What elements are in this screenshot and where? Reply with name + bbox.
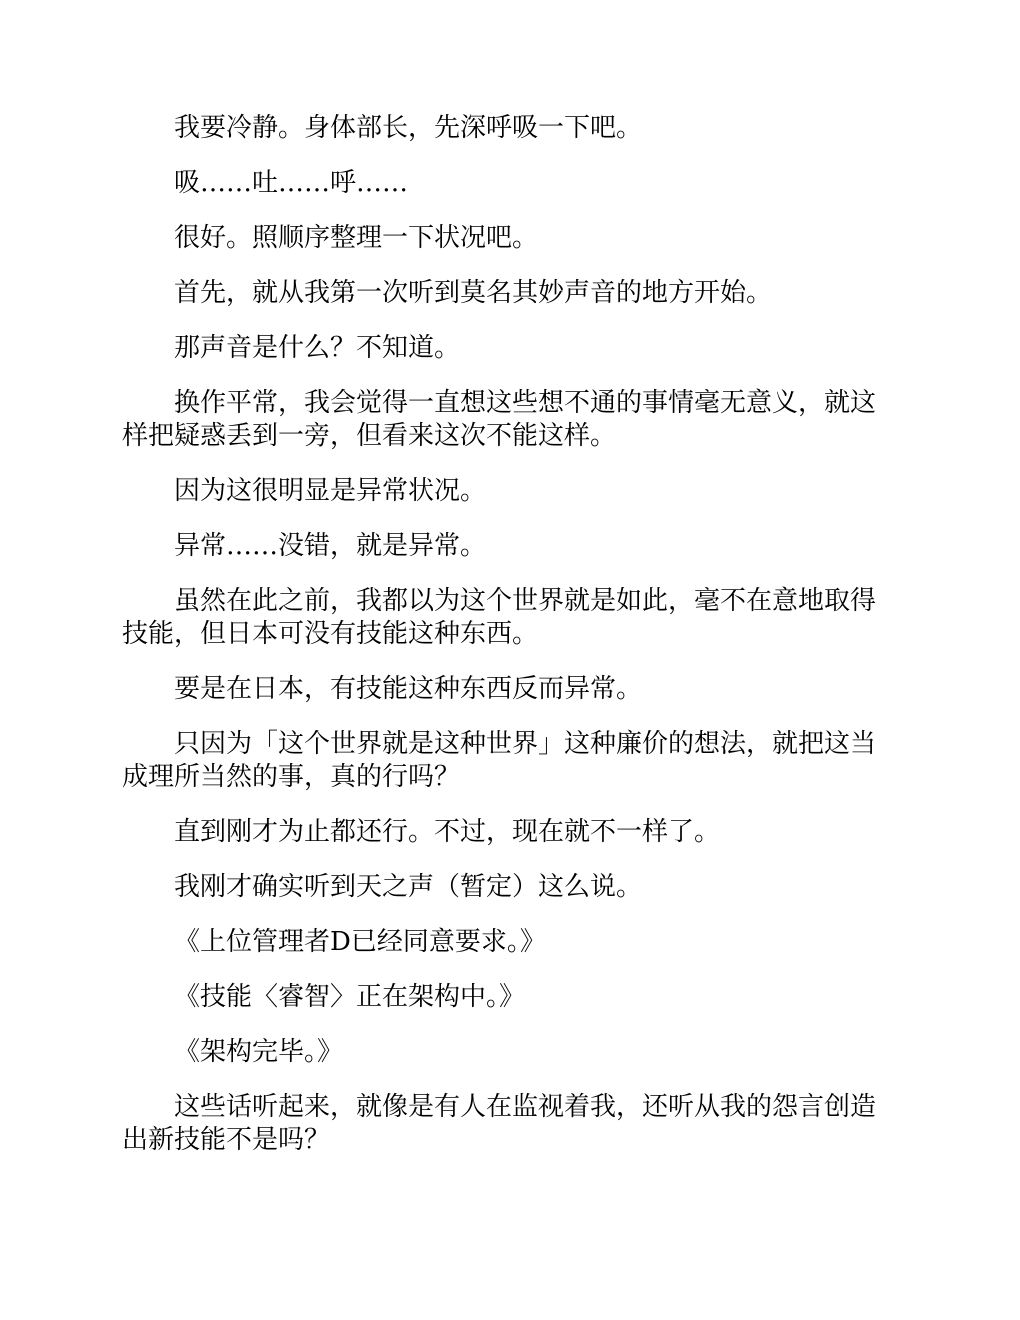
paragraph: 我刚才确实听到天之声（暂定）这么说。 bbox=[174, 872, 643, 902]
paragraph: 要是在日本，有技能这种东西反而异常。 bbox=[174, 674, 643, 704]
paragraph: 因为这很明显是异常状况。 bbox=[174, 476, 487, 506]
paragraph: 这些话听起来，就像是有人在监视着我，还听从我的怨言创造出新技能不是吗？ bbox=[122, 1092, 877, 1155]
paragraph: 那声音是什么？不知道。 bbox=[174, 333, 461, 363]
paragraph: 直到刚才为止都还行。不过，现在就不一样了。 bbox=[174, 817, 721, 847]
paragraph: 《技能〈睿智〉正在架构中。》 bbox=[174, 982, 526, 1012]
paragraph: 吸……吐……呼…… bbox=[174, 168, 409, 198]
paragraph: 《架构完毕。》 bbox=[174, 1037, 344, 1067]
paragraph: 首先，就从我第一次听到莫名其妙声音的地方开始。 bbox=[174, 278, 773, 308]
document-body bbox=[122, 112, 900, 1179]
paragraph: 换作平常，我会觉得一直想这些想不通的事情毫无意义，就这样把疑惑丢到一旁，但看来这次不能这样。 bbox=[122, 388, 877, 451]
paragraph: 很好。照顺序整理一下状况吧。 bbox=[174, 223, 539, 253]
paragraph: 只因为「这个世界就是这种世界」这种廉价的想法，就把这当成理所当然的事，真的行吗？ bbox=[122, 729, 877, 792]
paragraph: 异常……没错，就是异常。 bbox=[174, 531, 487, 561]
paragraph: 我要冷静。身体部长，先深呼吸一下吧。 bbox=[174, 113, 643, 143]
paragraph: 虽然在此之前，我都以为这个世界就是如此，毫不在意地取得技能，但日本可没有技能这种东西。 bbox=[122, 586, 877, 649]
paragraph: 《上位管理者D已经同意要求。》 bbox=[174, 927, 546, 957]
